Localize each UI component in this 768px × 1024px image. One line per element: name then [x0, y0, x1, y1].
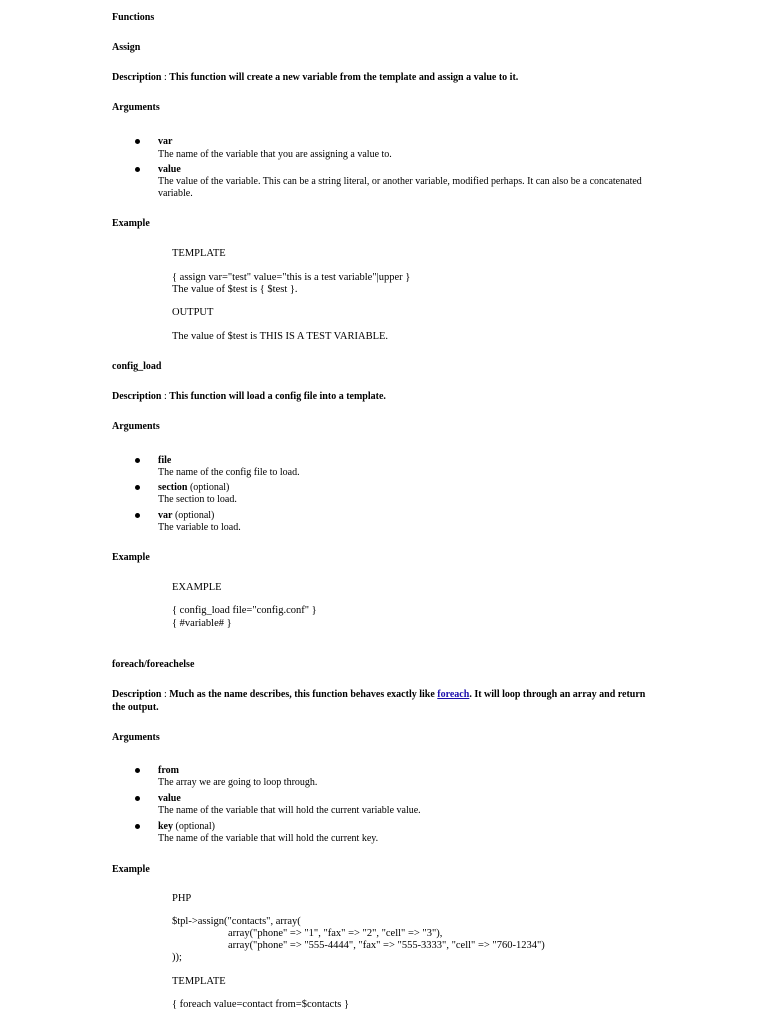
code-line: ));: [172, 952, 182, 963]
arg-name-row: [158, 482, 229, 494]
arg-desc: The name of the config file to load.: [158, 467, 300, 478]
section-title-config-load: config_load: [112, 361, 162, 372]
example-label: Example: [112, 864, 150, 875]
section-title-foreach: foreach/foreachelse: [112, 659, 195, 670]
code-line: array("phone" => "1", "fax" => "2", "cell" => "3"),: [228, 928, 443, 939]
arg-name-row: [158, 510, 214, 522]
arg-desc: The name of the variable that you are assigning a value to.: [158, 149, 392, 160]
arg-name: value: [158, 164, 181, 175]
arg-name: value: [158, 793, 181, 804]
arg-name-row: [158, 455, 171, 467]
description-label: Description: [112, 689, 162, 700]
arg-desc-cont: variable.: [158, 188, 193, 199]
config-load-description: Description : This function will load a config file into a template.: [112, 391, 386, 402]
bullet: [135, 139, 140, 144]
code-line: The value of $test is { $test }.: [172, 284, 298, 295]
arg-desc: The value of the variable. This can be a string literal, or another variable, modified perhaps. It can also be a concatenated: [158, 176, 642, 187]
code-line: { #variable# }: [172, 618, 232, 629]
bullet: [135, 458, 140, 463]
output-label: OUTPUT: [172, 307, 214, 318]
example-label: Example: [112, 552, 150, 563]
description-label: Description: [112, 72, 162, 83]
description-text: Much as the name describes, this function behaves exactly like: [169, 689, 435, 700]
code-line: { assign var="test" value="this is a test variable"|upper }: [172, 272, 411, 283]
arg-name: var: [158, 510, 173, 521]
arguments-label: Arguments: [112, 732, 160, 743]
arguments-label: Arguments: [112, 102, 160, 113]
foreach-description: Description : Much as the name describes, this function behaves exactly like foreach. It will loop through an array and return: [112, 689, 646, 700]
arg-name: key: [158, 821, 173, 832]
bullet: [135, 485, 140, 490]
assign-description: Description : This function will create a new variable from the template and assign a value to it.: [112, 72, 519, 83]
example-label: Example: [112, 218, 150, 229]
arg-desc: The name of the variable that will hold the current key.: [158, 833, 379, 844]
example-heading: EXAMPLE: [172, 582, 222, 593]
template-label: TEMPLATE: [172, 976, 226, 987]
description-text: This function will load a config file into a template.: [169, 391, 386, 402]
bullet: [135, 768, 140, 773]
bullet: [135, 824, 140, 829]
description-text: This function will create a new variable from the template and assign a value to it.: [169, 72, 519, 83]
arg-name-row: [158, 793, 181, 805]
arg-name: var: [158, 136, 173, 147]
php-label: PHP: [172, 893, 192, 904]
arg-desc: The array we are going to loop through.: [158, 777, 318, 788]
arg-name: file: [158, 455, 172, 466]
arg-opt: (optional): [173, 821, 215, 832]
code-line: { foreach value=contact from=$contacts }: [172, 999, 350, 1010]
arg-desc: The variable to load.: [158, 522, 241, 533]
bullet: [135, 167, 140, 172]
arg-desc: The section to load.: [158, 494, 237, 505]
foreach-link[interactable]: foreach: [437, 689, 470, 700]
arg-name: from: [158, 765, 179, 776]
arg-name-row: [158, 765, 179, 777]
arg-name-row: [158, 821, 215, 833]
page-heading: Functions: [112, 12, 155, 23]
section-title-assign: Assign: [112, 42, 141, 53]
code-line: { config_load file="config.conf" }: [172, 605, 317, 616]
description-text-post: . It will loop through an array and return: [469, 689, 646, 700]
arg-opt: (optional): [187, 482, 230, 493]
template-label: TEMPLATE: [172, 248, 226, 259]
code-line: array("phone" => "555-4444", "fax" => "555-3333", "cell" => "760-1234"): [228, 940, 545, 951]
bullet: [135, 796, 140, 801]
arguments-label: Arguments: [112, 421, 160, 432]
bullet: [135, 513, 140, 518]
description-label: Description: [112, 391, 162, 402]
code-line: $tpl->assign("contacts", array(: [172, 916, 301, 927]
arg-opt: (optional): [172, 510, 215, 521]
description-text-cont: the output.: [112, 702, 159, 713]
output-line: The value of $test is THIS IS A TEST VARIABLE.: [172, 331, 389, 342]
arg-name: section: [158, 482, 188, 493]
arg-desc: The name of the variable that will hold the current variable value.: [158, 805, 421, 816]
